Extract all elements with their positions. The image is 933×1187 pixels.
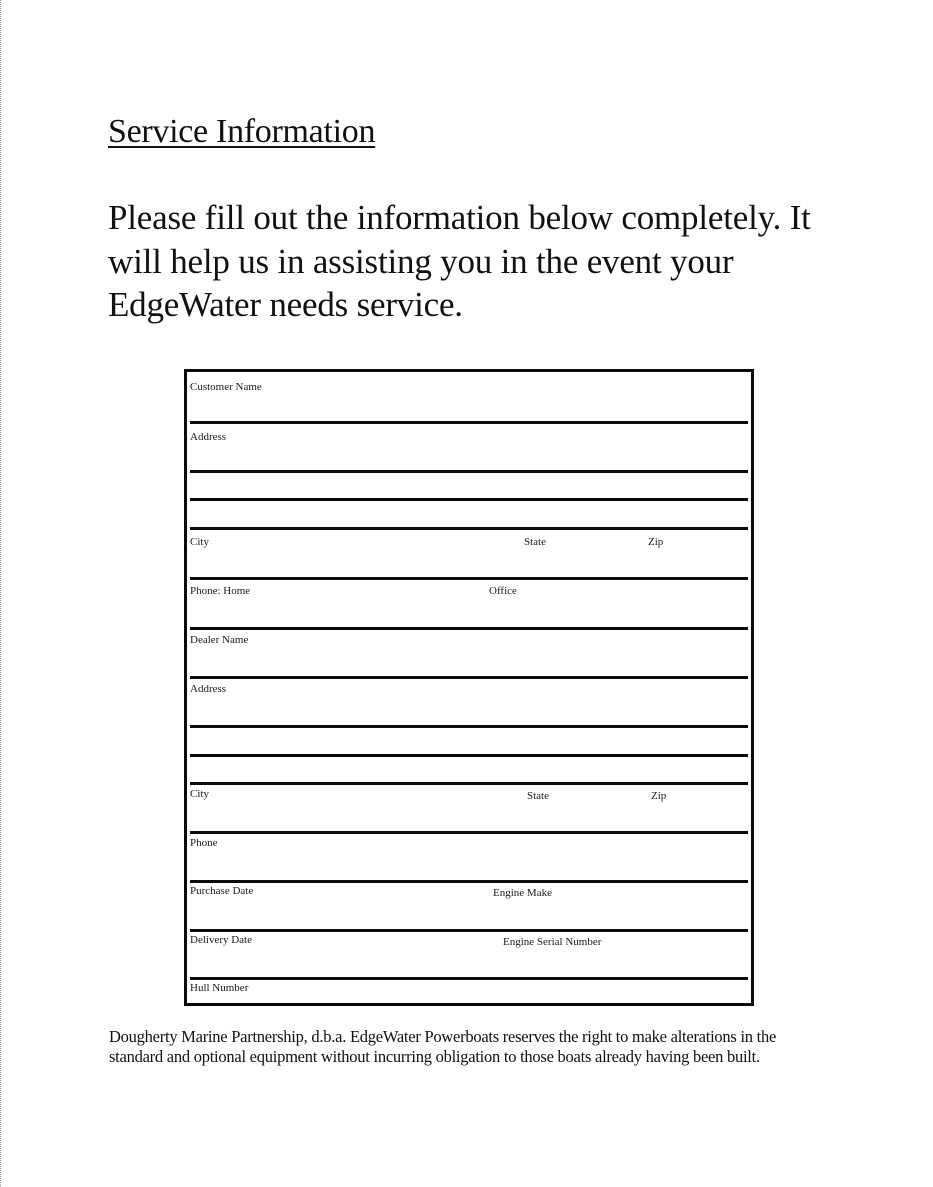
dealer-name-label: Dealer Name (190, 634, 249, 646)
customer-name-label: Customer Name (190, 381, 262, 393)
phone-home-label: Phone: Home (190, 585, 251, 597)
engine-make-label: Engine Make (493, 887, 552, 899)
customer-address-line-3[interactable] (190, 501, 748, 527)
service-information-form (184, 369, 754, 1006)
customer-address-line-2[interactable] (190, 473, 748, 498)
dealer-phone-label: Phone (190, 837, 218, 849)
hull-number-label: Hull Number (190, 982, 249, 994)
dealer-address-line-1[interactable] (190, 679, 748, 725)
delivery-date-label: Delivery Date (190, 934, 252, 946)
dealer-zip-label: Zip (651, 790, 667, 802)
disclaimer-text: Dougherty Marine Partnership, d.b.a. EdgeWater Powerboats reserves the right to make alterations in the standard and optional equipment without incurring obligation to those boats already having been built. (109, 1027, 777, 1066)
customer-zip-label: Zip (648, 536, 664, 548)
phone-office-label: Office (489, 585, 517, 597)
purchase-date-label: Purchase Date (190, 885, 254, 897)
dealer-address-label: Address (190, 683, 227, 695)
page-scan-edge (0, 0, 3, 1187)
customer-city-field[interactable] (190, 530, 521, 577)
dealer-name-field[interactable] (190, 630, 748, 676)
dealer-city-label: City (190, 788, 209, 800)
customer-state-label: State (524, 536, 546, 548)
phone-office-field[interactable] (489, 580, 748, 627)
dealer-city-field[interactable] (190, 785, 521, 831)
dealer-phone-field[interactable] (190, 834, 748, 880)
dealer-state-label: State (527, 790, 549, 802)
customer-city-label: City (190, 536, 209, 548)
dealer-address-line-2[interactable] (190, 728, 748, 754)
page-title: Service Information (108, 113, 376, 150)
customer-address-line-1[interactable] (190, 424, 748, 470)
engine-serial-number-label: Engine Serial Number (503, 936, 602, 948)
intro-paragraph: Please fill out the information below completely. It will help us in assisting you in the event your EdgeWater needs service. (108, 198, 811, 324)
customer-address-label: Address (190, 431, 227, 443)
dealer-address-line-3[interactable] (190, 757, 748, 782)
hull-number-field[interactable] (190, 980, 748, 1003)
customer-name-field[interactable] (190, 372, 748, 421)
